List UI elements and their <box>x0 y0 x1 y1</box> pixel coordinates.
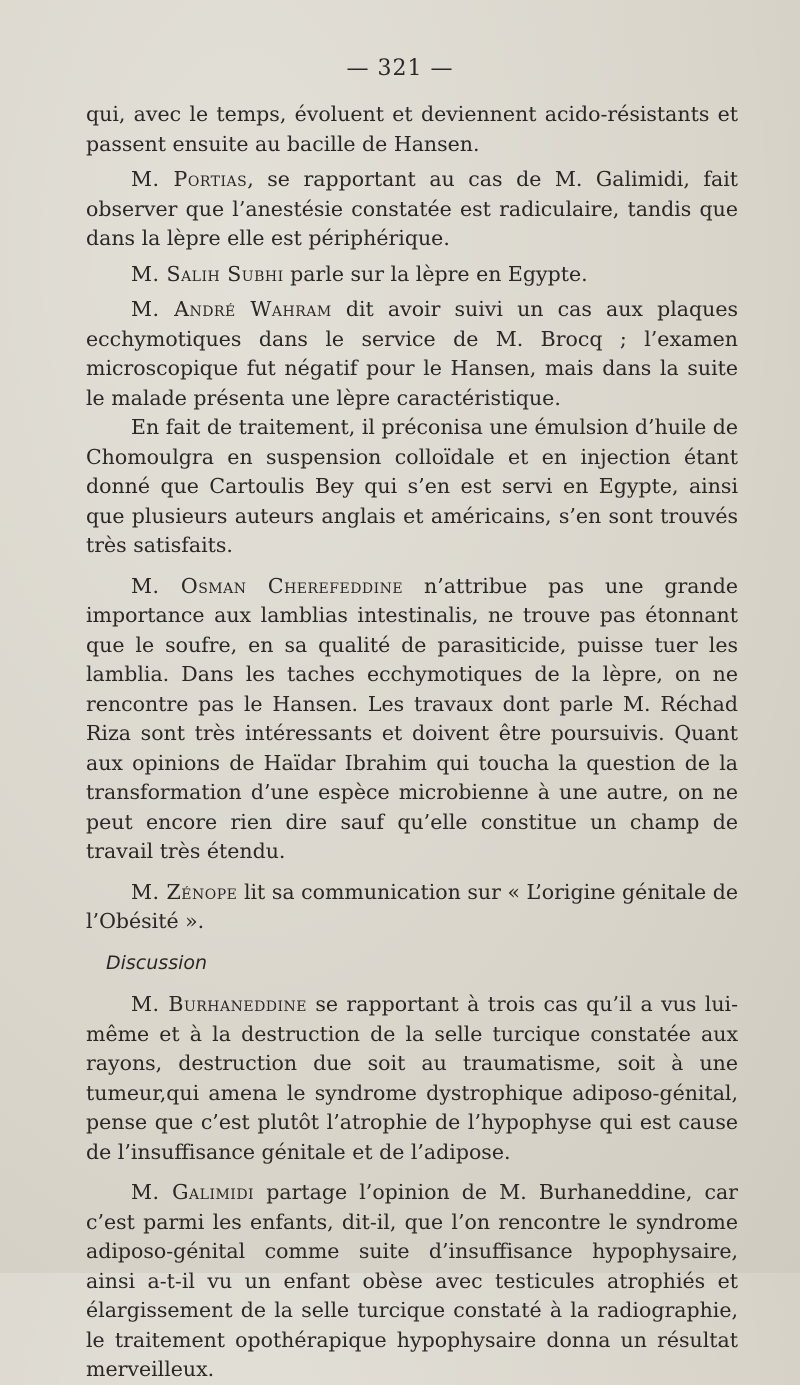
paragraph-5: En fait de traitement, il préconisa une émulsion d’huile de Chomoulgra en suspension colloïdale et en injection étant donné que Cartoulis Bey qui s’en est servi en Egypte, ainsi que plusieurs auteurs anglais et américains, s’en sont trouvés très satisfaits. <box>86 415 738 557</box>
speaker-name: M. Osman Cherefeddine <box>131 573 404 598</box>
paragraph-6 <box>86 572 738 867</box>
paragraph-2 <box>86 165 738 254</box>
speaker-name: M. André Wahram <box>131 297 332 321</box>
paragraph-9 <box>86 1178 738 1385</box>
paragraph-text: parle sur la lèpre en Egypte. <box>283 261 588 286</box>
paragraph-3 <box>86 260 738 290</box>
paragraph-text: dit avoir suivi un cas aux plaques ecchymotiques dans le service de M. Brocq ; l’examen microscopique fut négatif pour le Hansen, mais dans la suite le malade présenta une lèpre caractéristique. <box>86 297 738 410</box>
paragraph-8 <box>86 990 738 1167</box>
speaker-name: M. Salih Subhi <box>131 261 284 286</box>
paragraph-1: qui, avec le temps, évoluent et deviennent acido-résistants et passent ensuite au bacille de Hansen. <box>86 102 738 156</box>
section-heading: Discussion <box>106 951 208 974</box>
page-number: — 321 — <box>346 56 454 81</box>
speaker-name: M. Zénope <box>131 879 238 904</box>
paragraph-text: lit sa communication sur « L’origine génitale de l’Obésité ». <box>86 879 738 933</box>
paragraph-text: n’attribue pas une grande importance aux lamblias intestinalis, ne trouve pas étonnant que le soufre, en sa qualité de parasiticide, puisse tuer les lamblia. Dans les taches ecchymotiques de la lèpre, on ne rencontre pas le Hansen. Les travaux dont parle M. Réchad Riza sont très intéressants et doivent être poursuivis. Quant aux opinions de Haïdar Ibrahim qui toucha la question de la transformation d’une espèce microbienne à une autre, on ne peut encore rien dire sauf qu’elle constitue un champ de travail très étendu. <box>86 573 738 863</box>
paragraph-4 <box>86 295 738 413</box>
speaker-name: M. Portias <box>131 167 248 191</box>
paragraph-7 <box>86 878 738 937</box>
speaker-name: M. Burhaneddine <box>131 992 308 1016</box>
body-text <box>86 100 738 1385</box>
paragraph-text: se rapportant à trois cas qu’il a vus lui-même et à la destruction de la selle turcique constatée aux rayons, destruction due soit au traumatisme, soit à une tumeur,qui amena le syndrome dystrophique adiposo-génital, pense que c’est plutôt l’atrophie de l’hypophyse qui est cause de l’insuffisance génitale et de l’adipose. <box>86 992 738 1164</box>
speaker-name: M. Galimidi <box>131 1180 255 1204</box>
paragraph-text: , se rapportant au cas de M. Galimidi, fait observer que l’anestésie constatée est radiculaire, tandis que dans la lèpre elle est périphérique. <box>86 167 738 250</box>
paragraph-text: partage l’opinion de M. Burhaneddine, car c’est parmi les enfants, dit-il, que l’on rencontre le syndrome adiposo-génital comme suite d’insuffisance hypophysaire, ainsi a-t-il vu un enfant obèse avec testicules atrophiés et élargissement de la selle turcique constaté à la radiographie, le traitement opothérapique hypophysaire donna un résultat merveilleux. <box>86 1180 738 1381</box>
